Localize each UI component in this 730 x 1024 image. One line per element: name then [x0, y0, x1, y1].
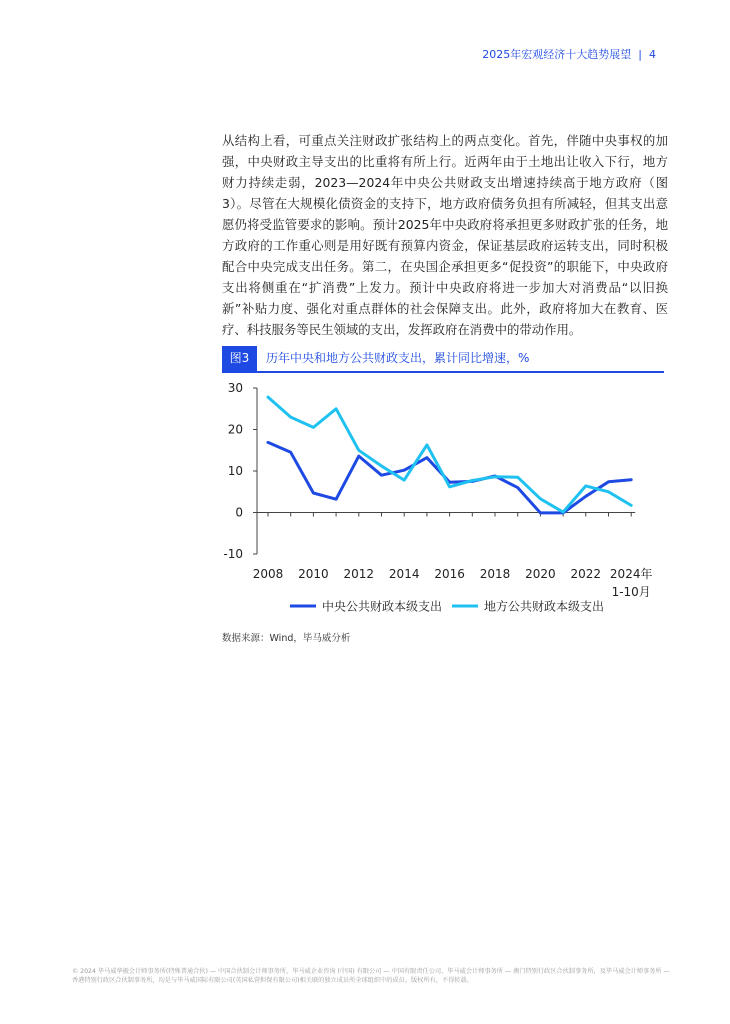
legend-label: 地方公共财政本级支出: [484, 599, 605, 614]
x-tick-label: 2010: [298, 567, 329, 581]
body-paragraph: 从结构上看，可重点关注财政扩张结构上的两点变化。首先，伴随中央事权的加强，中央财政主导支出的比重将有所上行。近两年由于土地出让收入下行，地方财力持续走弱，2023—2024年中央公共财政支出增速持续高于地方政府（图3）。尽管在大规模化债资金的支持下，地方政府债务负担有所减轻，但其支出意愿仍将受监管要求的影响。预计2025年中央政府将承担更多财政扩张的任务，地方政府的工作重心则是用好既有预算内资金，保证基层政府运转支出，同时积极配合中央完成支出任务。第二，在央国企承担更多“促投资”的职能下，中央政府支出将侧重在“扩消费”上发力。预计中央政府将进一步加大对消费品“以旧换新”补贴力度、强化对重点群体的社会保障支出。此外，政府将加大在教育、医疗、科技服务等民生领域的支出，发挥政府在消费中的带动作用。: [222, 133, 668, 337]
x-tick-label: 1-10月: [611, 585, 651, 599]
copyright-footer: © 2024 毕马威华振会计师事务所(特殊普通合伙) — 中国合伙制会计师事务所，毕马威企业咨询 (中国) 有限公司 — 中国有限责任公司，毕马威会计师事务所 — 澳门特别行政区合伙制事务所，及毕马威会计师事务所 — 香港特别行政区合伙制事务所，均是与毕马威国际有限公司(英国私营担保有限公司)相关联的独立成员所全球组织中的成员。版权所有，不得转载。: [72, 968, 670, 984]
y-tick-label: 0: [235, 505, 243, 520]
legend-label: 中央公共财政本级支出: [322, 599, 443, 614]
x-tick-label: 2012: [343, 567, 375, 581]
x-tick-label: 2014: [388, 567, 420, 581]
figure-title-bar: [222, 346, 664, 373]
y-tick-label: 20: [227, 422, 243, 437]
x-tick-label: 2016: [434, 567, 465, 581]
y-tick-label: -10: [223, 547, 243, 561]
y-tick-label: 10: [227, 464, 243, 478]
x-tick-label: 2024年: [609, 567, 653, 581]
x-tick-label: 2008: [252, 567, 284, 581]
data-source: 数据来源：Wind，毕马威分析: [222, 633, 351, 644]
page-number: 4: [649, 48, 656, 61]
x-tick-label: 2018: [479, 567, 511, 581]
series-line-1: [268, 442, 631, 513]
figure-title: 历年中央和地方公共财政支出，累计同比增速，%: [266, 351, 530, 365]
report-title: 2025年宏观经济十大趋势展望: [482, 48, 632, 61]
line-chart: [222, 374, 664, 624]
header-separator: |: [638, 48, 642, 61]
page-header: [482, 46, 656, 62]
x-tick-label: 2022: [570, 567, 602, 581]
figure-number: 图3: [222, 346, 257, 371]
y-tick-label: 30: [227, 381, 243, 395]
x-tick-label: 2020: [525, 567, 556, 581]
